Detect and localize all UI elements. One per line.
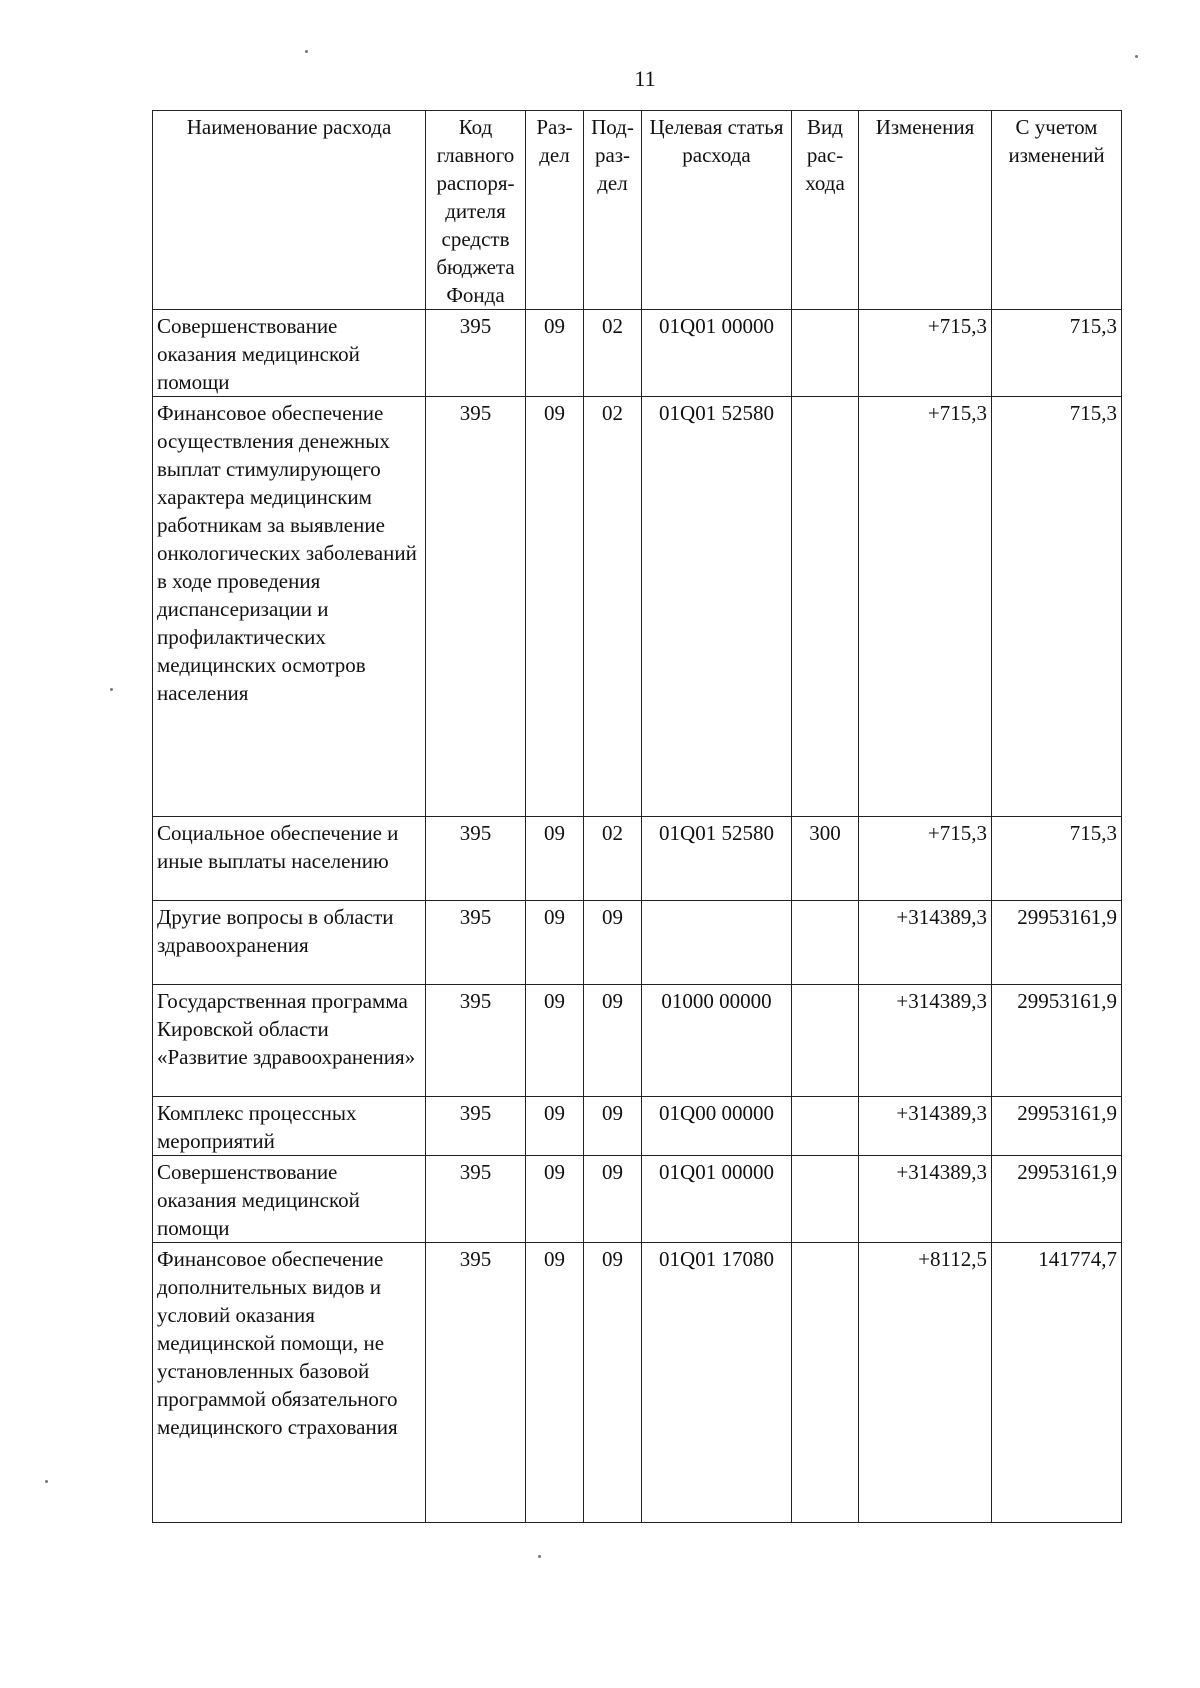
cell-target <box>642 901 792 985</box>
cell-total: 715,3 <box>992 817 1122 901</box>
cell-subsection: 09 <box>584 985 642 1097</box>
table-row <box>153 985 1122 1097</box>
cell-name: Совершенствование оказания медицинской помощи <box>153 310 426 397</box>
page-number: 11 <box>634 66 656 91</box>
cell-section: 09 <box>526 1156 584 1243</box>
cell-subsection: 09 <box>584 1156 642 1243</box>
cell-change: +314389,3 <box>859 1097 992 1156</box>
cell-section: 09 <box>526 310 584 397</box>
cell-target: 01Q00 00000 <box>642 1097 792 1156</box>
cell-total: 29953161,9 <box>992 985 1122 1097</box>
scan-speck <box>110 688 113 691</box>
cell-change: +8112,5 <box>859 1243 992 1523</box>
cell-change: +715,3 <box>859 817 992 901</box>
cell-section: 09 <box>526 817 584 901</box>
col-header-name: Наименование расхода <box>153 111 426 310</box>
col-header-total: С учетом изменений <box>992 111 1122 310</box>
cell-subsection: 09 <box>584 1097 642 1156</box>
table-row <box>153 901 1122 985</box>
col-header-target: Целевая статья расхода <box>642 111 792 310</box>
cell-change: +314389,3 <box>859 985 992 1097</box>
col-header-change: Изменения <box>859 111 992 310</box>
cell-total: 29953161,9 <box>992 901 1122 985</box>
cell-change: +314389,3 <box>859 1156 992 1243</box>
cell-code: 395 <box>426 1097 526 1156</box>
table-row <box>153 817 1122 901</box>
cell-name: Другие вопросы в области здравоохранения <box>153 901 426 985</box>
cell-code: 395 <box>426 397 526 817</box>
cell-type <box>792 985 859 1097</box>
cell-target: 01Q01 52580 <box>642 397 792 817</box>
col-header-subsection: Под-раз-дел <box>584 111 642 310</box>
cell-section: 09 <box>526 1097 584 1156</box>
cell-name: Государственная программа Кировской области «Развитие здравоохранения» <box>153 985 426 1097</box>
scan-speck <box>1135 55 1138 58</box>
cell-change: +715,3 <box>859 397 992 817</box>
cell-name: Комплекс процессных мероприятий <box>153 1097 426 1156</box>
header-row <box>153 111 1122 310</box>
table-row <box>153 397 1122 817</box>
cell-type: 300 <box>792 817 859 901</box>
cell-total: 29953161,9 <box>992 1156 1122 1243</box>
cell-target: 01000 00000 <box>642 985 792 1097</box>
cell-total: 715,3 <box>992 310 1122 397</box>
cell-name: Совершенствование оказания медицинской помощи <box>153 1156 426 1243</box>
cell-code: 395 <box>426 985 526 1097</box>
cell-name: Финансовое обеспечение осуществления денежных выплат стимулирующего характера медицинским работникам за выявление онкологических заболеваний в ходе проведения диспансеризации и профилактических медицинских осмотров населения <box>153 397 426 817</box>
col-header-code: Код главного распоря-дителя средств бюджета Фонда <box>426 111 526 310</box>
expense-table <box>152 110 1122 1523</box>
cell-subsection: 02 <box>584 817 642 901</box>
cell-code: 395 <box>426 1243 526 1523</box>
cell-subsection: 09 <box>584 901 642 985</box>
col-header-type: Вид рас-хода <box>792 111 859 310</box>
cell-name: Социальное обеспечение и иные выплаты населению <box>153 817 426 901</box>
scan-speck <box>538 1555 541 1558</box>
scan-speck <box>305 50 308 53</box>
cell-type <box>792 397 859 817</box>
cell-section: 09 <box>526 985 584 1097</box>
cell-total: 29953161,9 <box>992 1097 1122 1156</box>
cell-section: 09 <box>526 901 584 985</box>
table-row <box>153 1156 1122 1243</box>
cell-section: 09 <box>526 397 584 817</box>
cell-target: 01Q01 17080 <box>642 1243 792 1523</box>
cell-total: 715,3 <box>992 397 1122 817</box>
scan-speck <box>45 1480 48 1483</box>
cell-code: 395 <box>426 901 526 985</box>
cell-subsection: 09 <box>584 1243 642 1523</box>
cell-type <box>792 901 859 985</box>
cell-change: +314389,3 <box>859 901 992 985</box>
table-row <box>153 310 1122 397</box>
cell-code: 395 <box>426 310 526 397</box>
col-header-section: Раз-дел <box>526 111 584 310</box>
cell-code: 395 <box>426 817 526 901</box>
cell-type <box>792 310 859 397</box>
cell-subsection: 02 <box>584 397 642 817</box>
cell-section: 09 <box>526 1243 584 1523</box>
cell-name: Финансовое обеспечение дополнительных видов и условий оказания медицинской помощи, не установленных базовой программой обязательного медицинского страхования <box>153 1243 426 1523</box>
table-row <box>153 1097 1122 1156</box>
cell-subsection: 02 <box>584 310 642 397</box>
cell-target: 01Q01 52580 <box>642 817 792 901</box>
cell-type <box>792 1097 859 1156</box>
cell-type <box>792 1156 859 1243</box>
cell-target: 01Q01 00000 <box>642 310 792 397</box>
table-row <box>153 1243 1122 1523</box>
cell-change: +715,3 <box>859 310 992 397</box>
cell-code: 395 <box>426 1156 526 1243</box>
cell-total: 141774,7 <box>992 1243 1122 1523</box>
cell-target: 01Q01 00000 <box>642 1156 792 1243</box>
cell-type <box>792 1243 859 1523</box>
